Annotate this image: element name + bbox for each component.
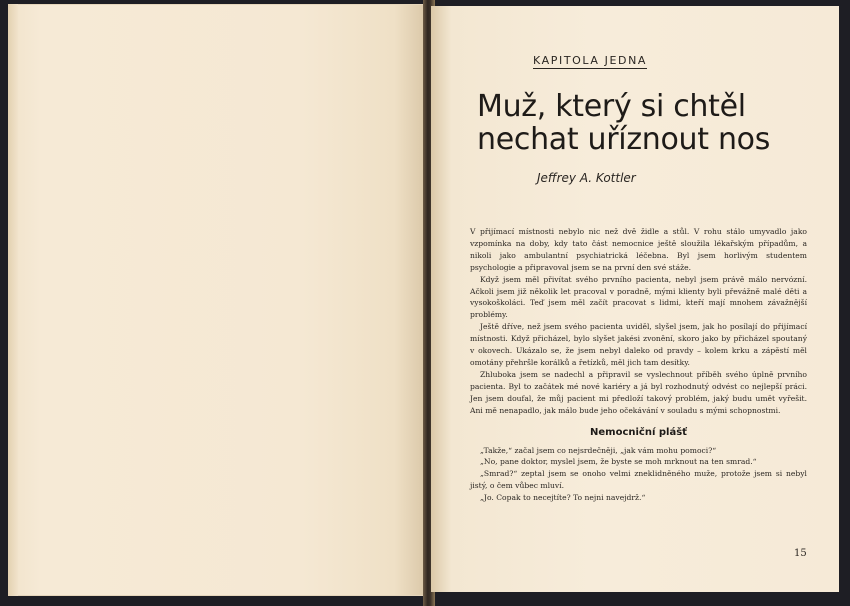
dialogue-paragraph: „Takže,“ začal jsem co nejsrdečněji, „jak vám mohu pomoci?“ <box>480 445 717 455</box>
chapter-title-line-1: Muž, který si chtěl <box>477 89 746 124</box>
page-number: 15 <box>794 548 807 559</box>
chapter-title-line-2: nechat uříznout nos <box>477 122 771 157</box>
left-page-blank <box>8 4 428 596</box>
dialogue-paragraph: „No, pane doktor, myslel jsem, že byste se moh mrknout na ten smrad.“ <box>480 457 757 467</box>
paragraph: Ještě dříve, než jsem svého pacienta uviděl, slyšel jsem, jak ho posílají do přijímací místnosti. Když přicházel, bylo slyšet jakési zvonění, skoro jako by přicházel spoutaný v okovech. Ukázalo se, že jsem nebyl daleko od pravdy – kolem krku a zápěstí měl omotány přehršle korálků a řetízků, měl jich tam desítky. <box>470 322 807 367</box>
dialogue-paragraph: „Jo. Copak to necejtíte? To nejni navejdrž.“ <box>480 493 646 503</box>
chapter-title <box>477 90 817 156</box>
paragraph: Když jsem měl přivítat svého prvního pacienta, nebyl jsem právě málo nervózní. Ačkoli jsem již několik let pracoval v poradně, mými klienty byli převážně malé děti a vysokoškoláci. Teď jsem měl začít pracovat s lidmi, kteří mají mnohem závažnější problémy. <box>470 274 807 320</box>
author-name: Jeffrey A. Kottler <box>537 171 636 185</box>
left-page-edge <box>8 4 18 596</box>
paragraph: V přijímací místnosti nebylo nic než dvě židle a stůl. V rohu stálo umyvadlo jako vzpomínka na doby, kdy tato část nemocnice ještě sloužila lékařským případům, a nikoli jako ambulantní psychiatrická léčebna. Byl jsem horlivým studentem psychologie a připravoval jsem se na první den své stáže. <box>470 227 807 272</box>
paragraph: Zhluboka jsem se nadechl a připravil se vyslechnout příběh svého úplně prvního pacienta. Byl to začátek mé nové kariéry a já byl rozhodnutý odvést co nejlepší práci. Jen jsem doufal, že můj pacient mi předloží takový problém, jaký budu umět vyřešit. Ani mě nenapadlo, jak málo bude jeho očekávání v souladu s mými schopnostmi. <box>470 369 807 415</box>
section-subheading: Nemocniční plášť <box>590 426 687 438</box>
chapter-body <box>470 226 807 504</box>
chapter-label: KAPITOLA JEDNA <box>533 54 648 67</box>
dialogue-paragraph: „Smrad?“ zeptal jsem se onoho velmi zneklidněného muže, protože jsem si nebyl jistý, o čem vůbec mluví. <box>470 469 807 491</box>
